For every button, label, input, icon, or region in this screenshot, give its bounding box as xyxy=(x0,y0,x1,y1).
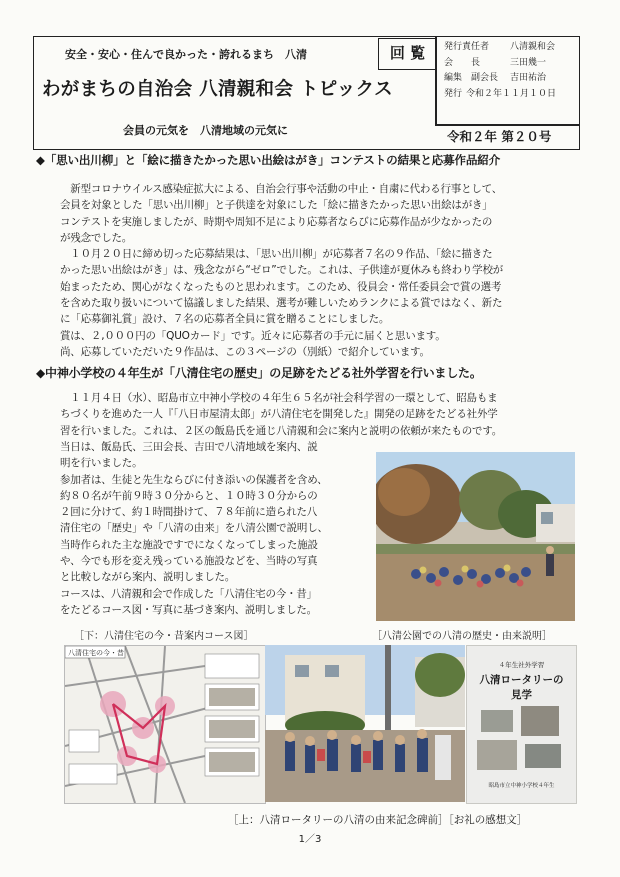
article1-body: 新型コロナウイルス感染症拡大による、自治会行事や活動の中止・自粛に代わる行事として、 会員を対象とした「思い出川柳」と子供達を対象にした「絵に描きたかった思い出絵はがき」 コンテストを実施しましたが、時期や周知不足により応募者ならびに応募作品が少なかったの が残念でした。 １０月２０日に締め切った応募結果は、「思い出川柳」が応募者７名の９作品、「絵に描きた かった思い出絵はがき」は、残念ながら“ゼロ”でした。これは、子供達が夏休みも終わり学校が 始まったため、関心がなくなったものと思われます。このため、役員会・常任委員会で賞の選考 を含めた取り扱いについて協議しました結果、選考が難しいためランクによる賞ではなく、新た に「応募御礼賞」設け、７名の応募者全員に賞を贈ることにしました。 賞は、２,０００円の「QUOカード」です。近々に応募者の手元に届くと思います。 尚、応募していただいた９作品は、この３ページの（別紙）で紹介しています。 xyxy=(60,183,504,358)
booklet-small-title: ４年生社外学習 xyxy=(498,661,545,669)
booklet-image xyxy=(521,706,559,736)
course-map xyxy=(64,645,266,804)
rotary-photo xyxy=(265,645,465,802)
map-label: 八清住宅の今・昔 xyxy=(68,649,124,657)
article2-body-full: １１月４日（水）、昭島市立中神小学校の４年生６５名が社会科学習の一環として、昭島もま ちづくりを進めた一人『「八日市屋清太郎」が八清住宅を開発した』開発の足跡をたどる社外学 習を行いました。これは、２区の飯島氏を通じ八清親和会に案内と説明の依頼が来たものです。 xyxy=(60,392,503,437)
publisher-row: 発行責任者 八清親和会 xyxy=(444,42,556,52)
newsletter-title: わがまちの自治会 八清親和会 トピックス xyxy=(42,79,393,100)
article1-heading: ◆「思い出川柳」と「絵に描きたかった思い出絵はがき」コンテストの結果と応募作品紹介 xyxy=(36,153,501,167)
publisher-row: 発行 令和２年１１月１０日 xyxy=(444,88,557,99)
booklet-title-line2: 見学 xyxy=(511,689,532,701)
map-caption: ［下：八清住宅の今・昔案内コース図］ xyxy=(74,631,254,642)
issue-divider xyxy=(435,124,579,126)
thank-you-booklet xyxy=(466,645,577,804)
park-photo xyxy=(376,452,575,621)
publisher-row: 編集 副会長 吉田祐治 xyxy=(444,73,547,83)
booklet-image xyxy=(477,740,517,770)
booklet-image xyxy=(481,710,513,732)
booklet-title: 八清ロータリーの xyxy=(479,674,564,686)
slogan: 安全・安心・住んで良かった・誇れるまち 八清 xyxy=(65,48,307,61)
park-caption: ［八清公園での八清の歴史・由来説明］ xyxy=(372,631,552,642)
newsletter-subtitle: 会員の元気を 八清地域の元気に xyxy=(123,124,288,137)
publisher-info xyxy=(444,40,577,102)
issue-number: 令和２年 第２０号 xyxy=(447,129,552,144)
publisher-row: 会 長 三田幾一 xyxy=(444,57,547,68)
page-number: 1／3 xyxy=(298,834,322,845)
article2-body-narrow: 当日は、飯島氏、三田会長、吉田で八清地域を案内、説 明を行いました。 参加者は、生徒と先生ならびに付き添いの保護者を含め、 約８０名が午前９時３０分からと、１０時３０分からの ２回に分けて、約１時間掛けて、７８年前に造られた八 清住宅の「歴史」や「八清の由来」を八清公園で説明し、 当時作られた主な施設ですでになくなってしまった施設 や、今でも形を変え残っている施設などを、当時の写真 と比較しながら案内、説明しました。 コースは、八清親和会で作成した「八清住宅の今・昔」 をたどるコース図・写真に基づき案内、説明しました。 xyxy=(60,441,328,616)
bottom-caption: ［上：八清ロータリーの八清の由来記念碑前］［お礼の感想文］ xyxy=(228,814,528,826)
header-divider xyxy=(435,37,437,125)
booklet-footer: 昭島市立中神小学校４年生 xyxy=(488,783,555,789)
article2-heading: ◆中神小学校の４年生が「八清住宅の歴史」の足跡をたどる社外学習を行いました。 xyxy=(36,366,482,380)
booklet-image xyxy=(525,744,561,768)
circulation-label: 回 覧 xyxy=(389,44,426,62)
